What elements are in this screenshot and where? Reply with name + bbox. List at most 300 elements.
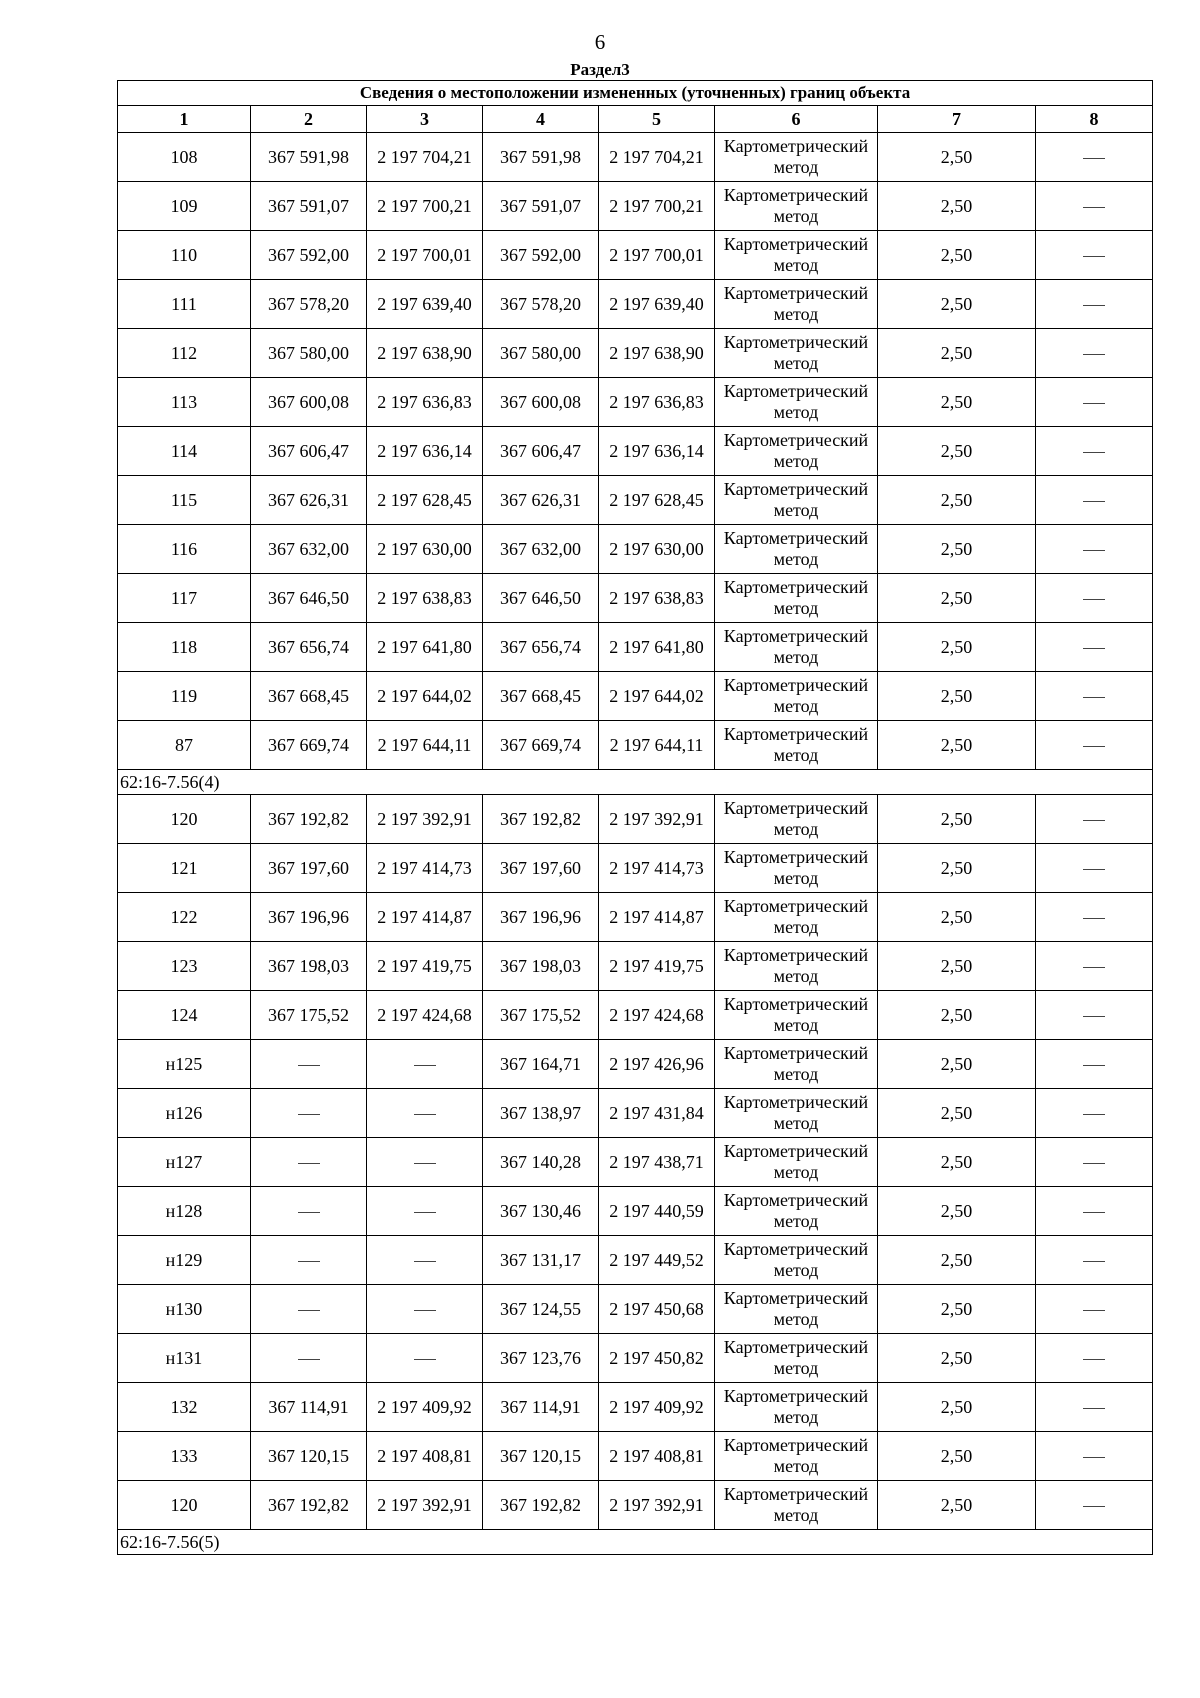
dash-mark <box>1083 550 1105 551</box>
point-number-cell: 132 <box>118 1383 251 1432</box>
new-x-cell: 367 164,71 <box>483 1040 599 1089</box>
method-cell: Картометрический метод <box>715 1236 878 1285</box>
dash-mark <box>414 1261 436 1262</box>
accuracy-cell: 2,50 <box>878 942 1036 991</box>
new-y-cell: 2 197 449,52 <box>599 1236 715 1285</box>
table-row <box>118 942 1153 991</box>
existing-y-cell <box>367 1236 483 1285</box>
point-number-cell: 133 <box>118 1432 251 1481</box>
existing-y-cell: 2 197 628,45 <box>367 476 483 525</box>
existing-x-cell: 367 175,52 <box>251 991 367 1040</box>
new-y-cell: 2 197 639,40 <box>599 280 715 329</box>
new-x-cell: 367 606,47 <box>483 427 599 476</box>
new-y-cell: 2 197 636,83 <box>599 378 715 427</box>
method-cell: Картометрический метод <box>715 1285 878 1334</box>
description-cell <box>1036 1383 1153 1432</box>
point-number-cell: 121 <box>118 844 251 893</box>
dash-mark <box>414 1212 436 1213</box>
description-cell <box>1036 574 1153 623</box>
new-x-cell: 367 114,91 <box>483 1383 599 1432</box>
existing-y-cell: 2 197 641,80 <box>367 623 483 672</box>
group-label: 62:16-7.56(4) <box>118 770 1153 795</box>
point-number-cell: 109 <box>118 182 251 231</box>
description-cell <box>1036 991 1153 1040</box>
accuracy-cell: 2,50 <box>878 525 1036 574</box>
new-y-cell: 2 197 409,92 <box>599 1383 715 1432</box>
dash-mark <box>1083 1310 1105 1311</box>
existing-x-cell: 367 632,00 <box>251 525 367 574</box>
dash-mark <box>1083 1408 1105 1409</box>
method-cell: Картометрический метод <box>715 1432 878 1481</box>
existing-x-cell: 367 591,98 <box>251 133 367 182</box>
point-number-cell: 122 <box>118 893 251 942</box>
existing-x-cell: 367 578,20 <box>251 280 367 329</box>
new-x-cell: 367 668,45 <box>483 672 599 721</box>
existing-x-cell <box>251 1187 367 1236</box>
dash-mark <box>1083 967 1105 968</box>
point-number-cell: н129 <box>118 1236 251 1285</box>
new-x-cell: 367 592,00 <box>483 231 599 280</box>
table-row <box>118 182 1153 231</box>
existing-x-cell: 367 580,00 <box>251 329 367 378</box>
new-x-cell: 367 646,50 <box>483 574 599 623</box>
point-number-cell: н125 <box>118 1040 251 1089</box>
new-y-cell: 2 197 644,11 <box>599 721 715 770</box>
dash-mark <box>1083 1065 1105 1066</box>
existing-y-cell: 2 197 409,92 <box>367 1383 483 1432</box>
table-row <box>118 1236 1153 1285</box>
method-cell: Картометрический метод <box>715 329 878 378</box>
dash-mark <box>1083 158 1105 159</box>
column-header: 1 <box>118 106 251 133</box>
accuracy-cell: 2,50 <box>878 133 1036 182</box>
description-cell <box>1036 672 1153 721</box>
new-x-cell: 367 656,74 <box>483 623 599 672</box>
existing-y-cell <box>367 1040 483 1089</box>
accuracy-cell: 2,50 <box>878 1187 1036 1236</box>
existing-y-cell <box>367 1334 483 1383</box>
table-row <box>118 1285 1153 1334</box>
accuracy-cell: 2,50 <box>878 844 1036 893</box>
existing-x-cell: 367 591,07 <box>251 182 367 231</box>
method-cell: Картометрический метод <box>715 672 878 721</box>
accuracy-cell: 2,50 <box>878 476 1036 525</box>
method-cell: Картометрический метод <box>715 1187 878 1236</box>
method-cell: Картометрический метод <box>715 942 878 991</box>
accuracy-cell: 2,50 <box>878 231 1036 280</box>
new-y-cell: 2 197 438,71 <box>599 1138 715 1187</box>
new-y-cell: 2 197 450,82 <box>599 1334 715 1383</box>
new-y-cell: 2 197 638,90 <box>599 329 715 378</box>
point-number-cell: 120 <box>118 1481 251 1530</box>
existing-x-cell: 367 592,00 <box>251 231 367 280</box>
new-y-cell: 2 197 630,00 <box>599 525 715 574</box>
accuracy-cell: 2,50 <box>878 1432 1036 1481</box>
existing-y-cell: 2 197 704,21 <box>367 133 483 182</box>
dash-mark <box>414 1359 436 1360</box>
table-row <box>118 1089 1153 1138</box>
new-x-cell: 367 600,08 <box>483 378 599 427</box>
description-cell <box>1036 1138 1153 1187</box>
accuracy-cell: 2,50 <box>878 672 1036 721</box>
table-body <box>118 81 1153 1555</box>
table-row <box>118 427 1153 476</box>
section-title: Раздел3 <box>570 60 630 79</box>
method-cell: Картометрический метод <box>715 574 878 623</box>
table-row <box>118 623 1153 672</box>
dash-mark <box>298 1359 320 1360</box>
description-cell <box>1036 525 1153 574</box>
table-row <box>118 1138 1153 1187</box>
page-number: 6 <box>594 30 606 54</box>
point-number-cell: н127 <box>118 1138 251 1187</box>
existing-x-cell <box>251 1089 367 1138</box>
existing-x-cell: 367 646,50 <box>251 574 367 623</box>
point-number-cell: н131 <box>118 1334 251 1383</box>
existing-y-cell: 2 197 408,81 <box>367 1432 483 1481</box>
point-number-cell: 112 <box>118 329 251 378</box>
dash-mark <box>1083 1212 1105 1213</box>
dash-mark <box>298 1065 320 1066</box>
new-y-cell: 2 197 636,14 <box>599 427 715 476</box>
point-number-cell: 124 <box>118 991 251 1040</box>
description-cell <box>1036 623 1153 672</box>
method-cell: Картометрический метод <box>715 525 878 574</box>
accuracy-cell: 2,50 <box>878 280 1036 329</box>
table-row <box>118 721 1153 770</box>
new-y-cell: 2 197 700,01 <box>599 231 715 280</box>
existing-y-cell: 2 197 638,90 <box>367 329 483 378</box>
new-x-cell: 367 192,82 <box>483 795 599 844</box>
accuracy-cell: 2,50 <box>878 329 1036 378</box>
method-cell: Картометрический метод <box>715 427 878 476</box>
new-x-cell: 367 175,52 <box>483 991 599 1040</box>
point-number-cell: 115 <box>118 476 251 525</box>
point-number-cell: 118 <box>118 623 251 672</box>
new-y-cell: 2 197 628,45 <box>599 476 715 525</box>
dash-mark <box>1083 403 1105 404</box>
method-cell: Картометрический метод <box>715 231 878 280</box>
table-row <box>118 280 1153 329</box>
point-number-cell: 113 <box>118 378 251 427</box>
existing-x-cell: 367 120,15 <box>251 1432 367 1481</box>
table-row <box>118 574 1153 623</box>
table-row <box>118 378 1153 427</box>
point-number-cell: 116 <box>118 525 251 574</box>
dash-mark <box>414 1065 436 1066</box>
existing-x-cell: 367 626,31 <box>251 476 367 525</box>
existing-y-cell: 2 197 392,91 <box>367 1481 483 1530</box>
method-cell: Картометрический метод <box>715 1138 878 1187</box>
dash-mark <box>1083 746 1105 747</box>
point-number-cell: 114 <box>118 427 251 476</box>
table-row <box>118 231 1153 280</box>
description-cell <box>1036 280 1153 329</box>
description-cell <box>1036 1236 1153 1285</box>
table-row <box>118 672 1153 721</box>
existing-y-cell: 2 197 392,91 <box>367 795 483 844</box>
dash-mark <box>1083 354 1105 355</box>
column-header: 8 <box>1036 106 1153 133</box>
dash-mark <box>414 1114 436 1115</box>
description-cell <box>1036 795 1153 844</box>
new-y-cell: 2 197 408,81 <box>599 1432 715 1481</box>
description-cell <box>1036 231 1153 280</box>
description-cell <box>1036 1334 1153 1383</box>
dash-mark <box>1083 1261 1105 1262</box>
accuracy-cell: 2,50 <box>878 795 1036 844</box>
existing-x-cell: 367 656,74 <box>251 623 367 672</box>
existing-x-cell <box>251 1138 367 1187</box>
point-number-cell: н128 <box>118 1187 251 1236</box>
method-cell: Картометрический метод <box>715 721 878 770</box>
new-y-cell: 2 197 641,80 <box>599 623 715 672</box>
group-label-row <box>118 770 1153 795</box>
existing-x-cell: 367 192,82 <box>251 795 367 844</box>
dash-mark <box>1083 1359 1105 1360</box>
existing-x-cell: 367 668,45 <box>251 672 367 721</box>
dash-mark <box>298 1261 320 1262</box>
description-cell <box>1036 476 1153 525</box>
description-cell <box>1036 182 1153 231</box>
point-number-cell: 123 <box>118 942 251 991</box>
description-cell <box>1036 329 1153 378</box>
existing-x-cell: 367 196,96 <box>251 893 367 942</box>
table-row <box>118 991 1153 1040</box>
accuracy-cell: 2,50 <box>878 623 1036 672</box>
new-x-cell: 367 124,55 <box>483 1285 599 1334</box>
new-x-cell: 367 120,15 <box>483 1432 599 1481</box>
method-cell: Картометрический метод <box>715 623 878 672</box>
new-y-cell: 2 197 704,21 <box>599 133 715 182</box>
existing-y-cell: 2 197 644,11 <box>367 721 483 770</box>
existing-x-cell: 367 114,91 <box>251 1383 367 1432</box>
existing-y-cell: 2 197 639,40 <box>367 280 483 329</box>
accuracy-cell: 2,50 <box>878 1089 1036 1138</box>
dash-mark <box>298 1212 320 1213</box>
existing-y-cell: 2 197 636,83 <box>367 378 483 427</box>
new-x-cell: 367 197,60 <box>483 844 599 893</box>
new-y-cell: 2 197 431,84 <box>599 1089 715 1138</box>
dash-mark <box>1083 918 1105 919</box>
dash-mark <box>1083 305 1105 306</box>
accuracy-cell: 2,50 <box>878 1285 1036 1334</box>
new-x-cell: 367 130,46 <box>483 1187 599 1236</box>
description-cell <box>1036 1089 1153 1138</box>
table-row <box>118 1040 1153 1089</box>
dash-mark <box>414 1163 436 1164</box>
accuracy-cell: 2,50 <box>878 721 1036 770</box>
accuracy-cell: 2,50 <box>878 1481 1036 1530</box>
accuracy-cell: 2,50 <box>878 378 1036 427</box>
dash-mark <box>1083 501 1105 502</box>
existing-y-cell: 2 197 700,01 <box>367 231 483 280</box>
description-cell <box>1036 1481 1153 1530</box>
new-y-cell: 2 197 450,68 <box>599 1285 715 1334</box>
existing-x-cell <box>251 1334 367 1383</box>
method-cell: Картометрический метод <box>715 1383 878 1432</box>
table-row <box>118 1383 1153 1432</box>
existing-y-cell: 2 197 700,21 <box>367 182 483 231</box>
dash-mark <box>1083 1506 1105 1507</box>
dash-mark <box>1083 869 1105 870</box>
accuracy-cell: 2,50 <box>878 1334 1036 1383</box>
point-number-cell: н130 <box>118 1285 251 1334</box>
new-y-cell: 2 197 644,02 <box>599 672 715 721</box>
table-row <box>118 893 1153 942</box>
existing-x-cell: 367 192,82 <box>251 1481 367 1530</box>
existing-x-cell <box>251 1040 367 1089</box>
existing-x-cell: 367 669,74 <box>251 721 367 770</box>
method-cell: Картометрический метод <box>715 795 878 844</box>
column-header: 3 <box>367 106 483 133</box>
table-row <box>118 1432 1153 1481</box>
description-cell <box>1036 893 1153 942</box>
dash-mark <box>1083 256 1105 257</box>
new-y-cell: 2 197 414,73 <box>599 844 715 893</box>
dash-mark <box>414 1310 436 1311</box>
new-x-cell: 367 632,00 <box>483 525 599 574</box>
new-y-cell: 2 197 392,91 <box>599 1481 715 1530</box>
new-x-cell: 367 578,20 <box>483 280 599 329</box>
description-cell <box>1036 844 1153 893</box>
new-x-cell: 367 669,74 <box>483 721 599 770</box>
new-y-cell: 2 197 638,83 <box>599 574 715 623</box>
dash-mark <box>1083 1016 1105 1017</box>
column-header: 5 <box>599 106 715 133</box>
new-y-cell: 2 197 440,59 <box>599 1187 715 1236</box>
new-x-cell: 367 131,17 <box>483 1236 599 1285</box>
dash-mark <box>298 1114 320 1115</box>
table-row <box>118 1334 1153 1383</box>
point-number-cell: 108 <box>118 133 251 182</box>
point-number-cell: н126 <box>118 1089 251 1138</box>
new-y-cell: 2 197 419,75 <box>599 942 715 991</box>
method-cell: Картометрический метод <box>715 378 878 427</box>
table-row <box>118 844 1153 893</box>
table-row <box>118 1187 1153 1236</box>
description-cell <box>1036 1187 1153 1236</box>
table-row <box>118 329 1153 378</box>
new-x-cell: 367 580,00 <box>483 329 599 378</box>
existing-y-cell: 2 197 644,02 <box>367 672 483 721</box>
new-x-cell: 367 198,03 <box>483 942 599 991</box>
new-y-cell: 2 197 414,87 <box>599 893 715 942</box>
accuracy-cell: 2,50 <box>878 427 1036 476</box>
accuracy-cell: 2,50 <box>878 1138 1036 1187</box>
existing-x-cell <box>251 1236 367 1285</box>
description-cell <box>1036 133 1153 182</box>
new-x-cell: 367 591,98 <box>483 133 599 182</box>
existing-y-cell: 2 197 636,14 <box>367 427 483 476</box>
existing-x-cell: 367 197,60 <box>251 844 367 893</box>
boundary-coordinates-table <box>117 80 1153 1555</box>
existing-x-cell: 367 198,03 <box>251 942 367 991</box>
dash-mark <box>1083 452 1105 453</box>
dash-mark <box>1083 207 1105 208</box>
method-cell: Картометрический метод <box>715 182 878 231</box>
accuracy-cell: 2,50 <box>878 1383 1036 1432</box>
accuracy-cell: 2,50 <box>878 1236 1036 1285</box>
table-row <box>118 133 1153 182</box>
existing-y-cell: 2 197 419,75 <box>367 942 483 991</box>
description-cell <box>1036 1040 1153 1089</box>
description-cell <box>1036 1285 1153 1334</box>
table-row <box>118 476 1153 525</box>
group-label: 62:16-7.56(5) <box>118 1530 1153 1555</box>
column-header: 6 <box>715 106 878 133</box>
dash-mark <box>1083 1457 1105 1458</box>
accuracy-cell: 2,50 <box>878 182 1036 231</box>
method-cell: Картометрический метод <box>715 991 878 1040</box>
existing-y-cell: 2 197 414,73 <box>367 844 483 893</box>
existing-y-cell <box>367 1089 483 1138</box>
new-x-cell: 367 123,76 <box>483 1334 599 1383</box>
method-cell: Картометрический метод <box>715 844 878 893</box>
point-number-cell: 87 <box>118 721 251 770</box>
dash-mark <box>298 1310 320 1311</box>
dash-mark <box>1083 697 1105 698</box>
column-header: 2 <box>251 106 367 133</box>
description-cell <box>1036 378 1153 427</box>
point-number-cell: 111 <box>118 280 251 329</box>
new-y-cell: 2 197 424,68 <box>599 991 715 1040</box>
new-y-cell: 2 197 426,96 <box>599 1040 715 1089</box>
new-y-cell: 2 197 392,91 <box>599 795 715 844</box>
accuracy-cell: 2,50 <box>878 574 1036 623</box>
existing-x-cell <box>251 1285 367 1334</box>
accuracy-cell: 2,50 <box>878 991 1036 1040</box>
accuracy-cell: 2,50 <box>878 893 1036 942</box>
existing-y-cell <box>367 1187 483 1236</box>
table-row <box>118 795 1153 844</box>
existing-y-cell <box>367 1138 483 1187</box>
dash-mark <box>1083 1114 1105 1115</box>
point-number-cell: 117 <box>118 574 251 623</box>
existing-x-cell: 367 606,47 <box>251 427 367 476</box>
group-label-row <box>118 1530 1153 1555</box>
point-number-cell: 120 <box>118 795 251 844</box>
existing-y-cell: 2 197 424,68 <box>367 991 483 1040</box>
method-cell: Картометрический метод <box>715 1481 878 1530</box>
dash-mark <box>1083 599 1105 600</box>
method-cell: Картометрический метод <box>715 133 878 182</box>
dash-mark <box>298 1163 320 1164</box>
existing-y-cell: 2 197 638,83 <box>367 574 483 623</box>
existing-x-cell: 367 600,08 <box>251 378 367 427</box>
method-cell: Картометрический метод <box>715 1040 878 1089</box>
new-x-cell: 367 192,82 <box>483 1481 599 1530</box>
new-x-cell: 367 196,96 <box>483 893 599 942</box>
point-number-cell: 119 <box>118 672 251 721</box>
point-number-cell: 110 <box>118 231 251 280</box>
method-cell: Картометрический метод <box>715 280 878 329</box>
new-x-cell: 367 138,97 <box>483 1089 599 1138</box>
new-y-cell: 2 197 700,21 <box>599 182 715 231</box>
description-cell <box>1036 427 1153 476</box>
existing-y-cell: 2 197 630,00 <box>367 525 483 574</box>
column-header: 7 <box>878 106 1036 133</box>
dash-mark <box>1083 1163 1105 1164</box>
dash-mark <box>1083 820 1105 821</box>
method-cell: Картометрический метод <box>715 893 878 942</box>
description-cell <box>1036 1432 1153 1481</box>
existing-y-cell <box>367 1285 483 1334</box>
accuracy-cell: 2,50 <box>878 1040 1036 1089</box>
method-cell: Картометрический метод <box>715 1334 878 1383</box>
method-cell: Картометрический метод <box>715 476 878 525</box>
description-cell <box>1036 942 1153 991</box>
